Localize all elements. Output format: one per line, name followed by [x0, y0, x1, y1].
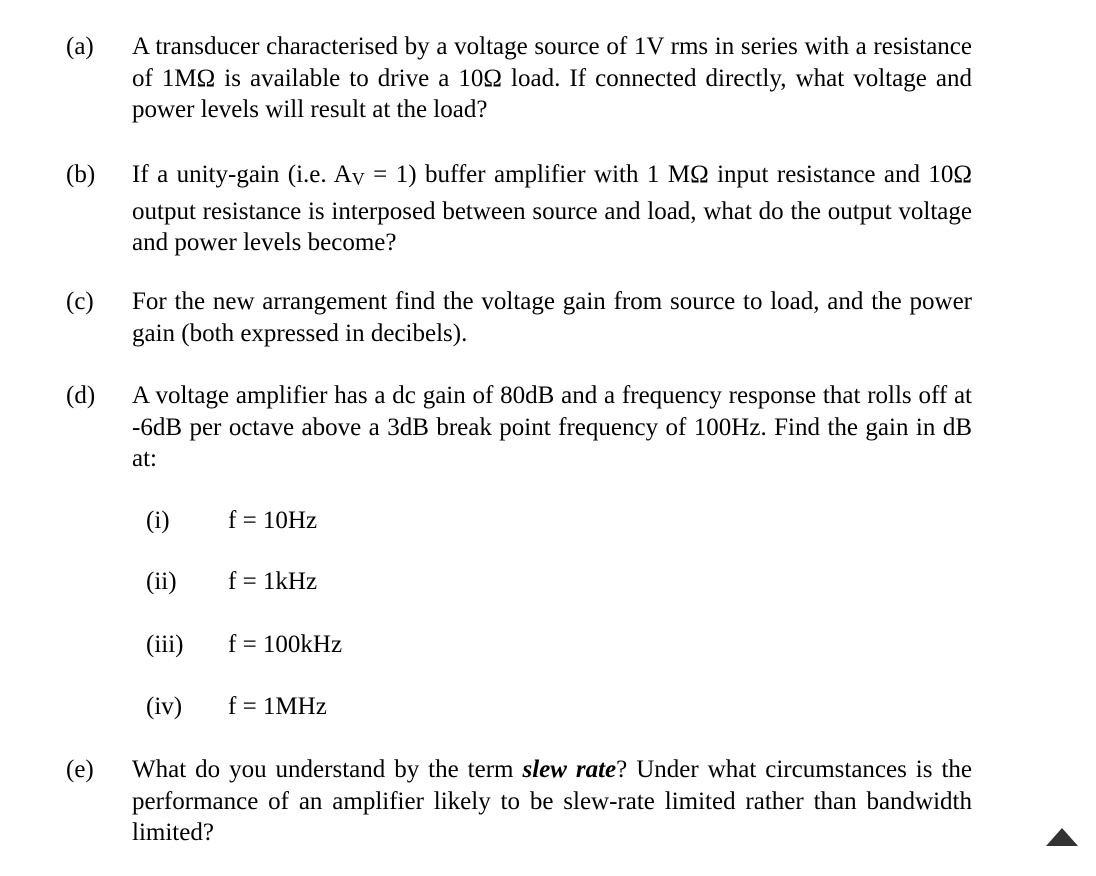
question-d-item-text: f = 1MHz	[228, 693, 327, 720]
question-d-item-text: f = 100kHz	[228, 631, 343, 658]
question-b-subscript: V	[351, 169, 365, 189]
question-e-emphasis: slew rate	[522, 756, 617, 783]
question-d-item-label: (i)	[146, 507, 170, 534]
question-d-text: A voltage amplifier has a dc gain of 80dB and a frequency response that rolls off at -6dB per octave above a 3dB break point frequency of 100Hz. Find the gain in dB at:	[132, 382, 972, 472]
question-b-text-start: If a unity-gain (i.e. A	[132, 161, 352, 188]
question-e-label: (e)	[66, 756, 94, 783]
question-c-label: (c)	[66, 288, 94, 315]
question-a-text: A transducer characterised by a voltage source of 1V rms in series with a resistance of 1MΩ is available to drive a 10Ω load. If connected directly, what voltage and power levels will result at the load?	[132, 33, 972, 123]
question-e-text-end: ? Under what circumstances is the performance of an amplifier likely to be slew-rate limited rather than bandwidth limited?	[132, 756, 972, 846]
question-e-text	[132, 754, 972, 849]
up-triangle-icon[interactable]	[1046, 828, 1078, 846]
question-c-text: For the new arrangement find the voltage gain from source to load, and the power gain (both expressed in decibels).	[132, 288, 972, 347]
question-b-label: (b)	[66, 161, 96, 188]
question-d-item-label: (iv)	[146, 693, 183, 720]
question-d-label: (d)	[66, 382, 96, 409]
question-d-item-text: f = 1kHz	[228, 568, 318, 595]
question-d-item-label: (ii)	[146, 568, 177, 595]
question-b-text	[132, 159, 972, 259]
question-e-text-start: What do you understand by the term	[132, 756, 523, 783]
question-d-item-label: (iii)	[146, 631, 184, 658]
question-a-label: (a)	[66, 33, 94, 60]
question-d-item-text: f = 10Hz	[228, 507, 318, 534]
question-b-text-end: = 1) buffer amplifier with 1 MΩ input resistance and 10Ω output resistance is interposed between source and load, what do the output voltage and power levels become?	[132, 161, 972, 256]
